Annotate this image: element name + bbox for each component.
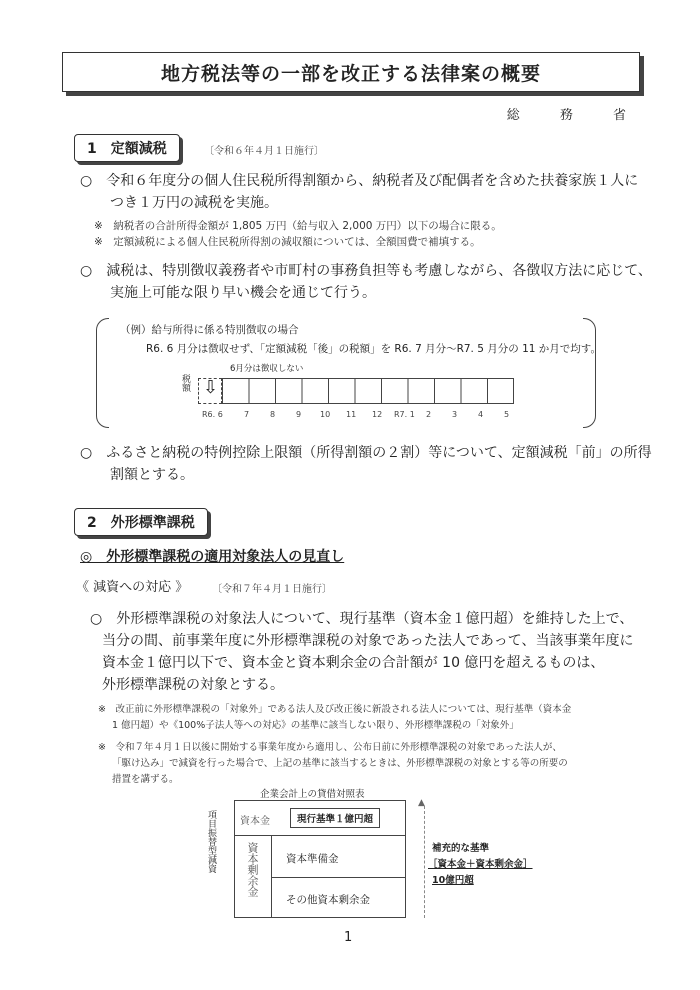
section2-heading: 2 外形標準課税 bbox=[74, 508, 208, 536]
capital-label: 資本金 bbox=[240, 816, 270, 827]
example-title: （例）給与所得に係る特別徴収の場合 bbox=[120, 324, 299, 336]
month-label: 8 bbox=[270, 410, 276, 419]
month-label: 12 bbox=[372, 410, 383, 419]
supplementary-criterion-line2: 10億円超 bbox=[432, 875, 474, 886]
left-bracket bbox=[96, 318, 109, 428]
month-label: 3 bbox=[452, 410, 458, 419]
s2-note2-line3: 措置を講ずる。 bbox=[112, 774, 179, 785]
tax-amount-label: 税額 bbox=[180, 374, 190, 392]
s1-bullet3-line2: 割額とする。 bbox=[110, 467, 194, 483]
month-label: R7. 1 bbox=[394, 410, 415, 419]
s1-bullet2-line1: ○ 減税は、特別徴収義務者や市町村の事務負担等も考慮しながら、各徴収方法に応じて、 bbox=[80, 263, 652, 279]
balance-sheet-title: 企業会計上の貸借対照表 bbox=[260, 789, 365, 800]
supplementary-criterion-line1: ［資本金＋資本剰余金］ bbox=[428, 859, 533, 870]
month-cells-row bbox=[222, 378, 514, 404]
current-standard-box: 現行基準１億円超 bbox=[290, 808, 380, 828]
arrow-up-icon: ▲ bbox=[418, 798, 425, 808]
s2-note1-line2: 1 億円超）や《100%子法人等への対応》の基準に該当しない限り、外形標準課税の「対象外」 bbox=[112, 720, 519, 731]
month-label: 7 bbox=[244, 410, 250, 419]
section1-heading: 1 定額減税 bbox=[74, 134, 180, 162]
s2-bullet1-line2: 当分の間、前事業年度に外形標準課税の対象であった法人であって、当該事業年度に bbox=[102, 633, 634, 649]
capital-reserve-label: 資本準備金 bbox=[286, 853, 339, 865]
s2-bullet1-line4: 外形標準課税の対象とする。 bbox=[102, 677, 284, 693]
s1-bullet2-line2: 実施上可能な限り早い機会を通じて行う。 bbox=[110, 285, 376, 301]
month-label: R6. 6 bbox=[202, 410, 223, 419]
capital-surplus-label: 資本剰余金 bbox=[246, 842, 259, 897]
down-arrow-icon: ⇩ bbox=[203, 377, 219, 398]
month-label: 11 bbox=[346, 410, 357, 419]
month-label: 10 bbox=[320, 410, 331, 419]
supplementary-range-line bbox=[424, 806, 426, 918]
document-title: 地方税法等の一部を改正する法律案の概要 bbox=[160, 62, 541, 85]
ministry-name: 総 務 省 bbox=[506, 108, 644, 123]
page-number: 1 bbox=[344, 930, 353, 945]
section2-subheading: ◎ 外形標準課税の適用対象法人の見直し bbox=[80, 549, 345, 565]
june-not-collected-label: 6月分は徴収しない bbox=[230, 364, 304, 374]
month-label: 4 bbox=[478, 410, 484, 419]
right-bracket bbox=[583, 318, 596, 428]
s1-note2: ※ 定額減税による個人住民税所得割の減収額については、全額国費で補填する。 bbox=[94, 236, 481, 248]
s1-bullet1-line1: ○ 令和６年度分の個人住民税所得割額から、納税者及び配偶者を含めた扶養家族１人に bbox=[80, 173, 639, 189]
s2-bullet1-line1: ○ 外形標準課税の対象法人について、現行基準（資本金１億円超）を維持した上で、 bbox=[90, 611, 634, 627]
other-capital-surplus-label: その他資本剰余金 bbox=[286, 894, 370, 906]
s2-note1-line1: ※ 改正前に外形標準課税の「対象外」である法人及び改正後に新設される法人については、現行基準（資本金 bbox=[98, 704, 572, 715]
document-title-box bbox=[62, 52, 640, 92]
s1-bullet1-line2: つき１万円の減税を実施。 bbox=[110, 195, 278, 211]
section2-effective-date: 〔令和７年４月１日施行〕 bbox=[212, 584, 332, 595]
month-label: 2 bbox=[426, 410, 432, 419]
month-label: 5 bbox=[504, 410, 510, 419]
supplementary-criterion-title: 補充的な基準 bbox=[432, 843, 490, 854]
s2-note2-line1: ※ 令和７年４月１日以後に開始する事業年度から適用し、公布日前に外形標準課税の対象であった法人が、 bbox=[98, 742, 562, 753]
section1-effective-date: 〔令和６年４月１日施行〕 bbox=[204, 146, 324, 157]
capital-reclassification-label: 項目振替型減資 bbox=[206, 810, 216, 873]
month-label: 9 bbox=[296, 410, 302, 419]
example-description: R6. 6 月分は徴収せず、「定額減税「後」の税額」を R6. 7 月分～R7. 5 月分の 11 か月で均す。 bbox=[146, 343, 601, 355]
s1-note1: ※ 納税者の合計所得金額が 1,805 万円（給与収入 2,000 万円）以下の場合に限る。 bbox=[94, 220, 502, 232]
s2-bullet1-line3: 資本金１億円以下で、資本金と資本剰余金の合計額が 10 億円を超えるものは、 bbox=[102, 655, 605, 671]
s2-note2-line2: 「駆け込み」で減資を行った場合で、上記の基準に該当するときは、外形標準課税の対象とする等の所要の bbox=[112, 758, 568, 769]
s1-bullet3-line1: ○ ふるさと納税の特例控除上限額（所得割額の２割）等について、定額減税「前」の所得 bbox=[80, 445, 652, 461]
section2-sub-item: 《 減資への対応 》 bbox=[76, 580, 189, 595]
